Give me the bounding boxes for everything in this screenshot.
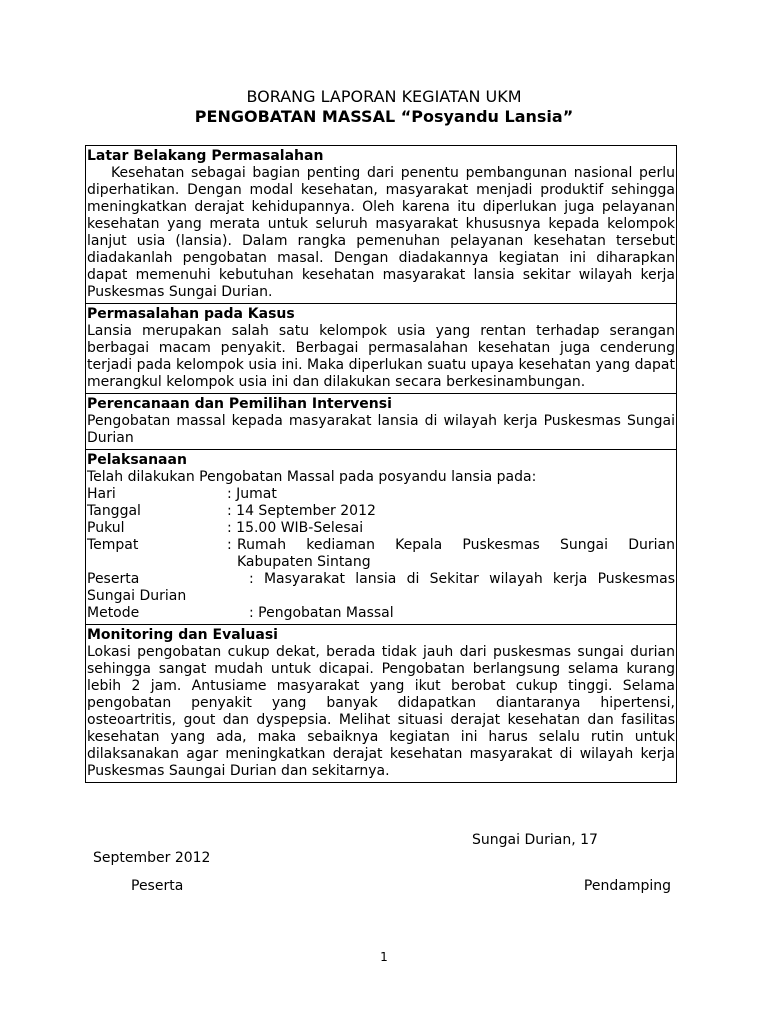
metode-value: : Pengobatan Massal [249,605,394,621]
pukul-row [87,520,675,537]
pelaksanaan-intro: Telah dilakukan Pengobatan Massal pada posyandu lansia pada: [87,469,537,485]
metode-label: Metode [87,605,140,621]
tempat-value: Rumah kediaman Kepala Puskesmas Sungai Durian Kabupaten Sintang [237,537,675,570]
section-text: Lansia merupakan salah satu kelompok usia yang rentan terhadap serangan berbagai macam penyakit. Berbagai permasalahan kesehatan juga cenderung terjadi pada kelompok usia ini. Maka diperlukan suatu upaya kesehatan yang dapat merangkul kelompok usia ini dan dilakukan secara berkesinambungan. [87,323,675,390]
section-latar-belakang [86,146,676,303]
peserta-value: : Masyarakat lansia di Sekitar wilayah kerja Puskesmas Sungai Durian [87,571,675,604]
section-heading: Pelaksanaan [87,452,187,468]
date-continuation: September 2012 [93,850,211,866]
section-text: Pengobatan massal kepada masyarakat lansia di wilayah kerja Puskesmas Sungai Durian [87,413,675,446]
hari-row [87,486,675,503]
tanggal-row [87,503,675,520]
hari-value: : Jumat [227,486,277,502]
signer-peserta: Peserta [131,878,184,894]
section-heading: Permasalahan pada Kasus [87,306,295,322]
tempat-colon: : [227,537,232,553]
hari-label: Hari [87,486,116,502]
metode-row [87,605,675,622]
report-table [85,145,677,783]
section-pelaksanaan [86,449,676,624]
tempat-label: Tempat [87,537,139,553]
document-title: BORANG LAPORAN KEGIATAN UKM [246,87,522,106]
pukul-value: : 15.00 WIB-Selesai [227,520,364,536]
signer-pendamping: Pendamping [583,878,671,894]
tanggal-label: Tanggal [87,503,141,519]
section-perencanaan [86,393,676,449]
page-number: 1 [380,950,388,964]
section-monitoring [86,624,676,782]
tempat-row [87,537,675,571]
section-heading: Perencanaan dan Pemilihan Intervensi [87,396,392,412]
section-permasalahan [86,303,676,393]
pukul-label: Pukul [87,520,125,536]
peserta-line [87,571,675,605]
section-heading: Latar Belakang Permasalahan [87,148,324,164]
section-heading: Monitoring dan Evaluasi [87,627,278,643]
peserta-label: Peserta [87,571,140,587]
place-date: Sungai Durian, 17 [472,832,598,848]
document-subtitle: PENGOBATAN MASSAL “Posyandu Lansia” [194,107,574,126]
tanggal-value: : 14 September 2012 [227,503,376,519]
peserta-row [87,571,675,605]
section-text: Lokasi pengobatan cukup dekat, berada tidak jauh dari puskesmas sungai durian sehingga sangat mudah untuk dicapai. Pengobatan berlangsung selama kurang lebih 2 jam. Antusiame masyarakat yang ikut berobat cukup tinggi. Selama pengobatan penyakit yang banyak didapatkan diantaranya hipertensi, osteoartritis, gout dan dyspepsia. Melihat situasi derajat kesehatan dan fasilitas kesehatan yang ada, maka sebaiknya kegiatan ini harus selalu rutin untuk dilaksanakan agar meningkatkan derajat kesehatan masyarakat di wilayah kerja Puskesmas Saungai Durian dan sekitarnya. [87,644,675,779]
section-text: Kesehatan sebagai bagian penting dari penentu pembangunan nasional perlu diperhatikan. Dengan modal kesehatan, masyarakat menjadi produktif sehingga meningkatkan derajat kehidupannya. Oleh karena itu diperlukan juga pelayanan kesehatan yang merata untuk seluruh masyarakat khususnya kepada kelompok lanjut usia (lansia). Dalam rangka pemenuhan pelayanan kesehatan tersebut diadakanlah pengobatan masal. Dengan diadakannya kegiatan ini diharapkan dapat memenuhi kebutuhan kesehatan masyarakat lansia sekitar wilayah kerja Puskesmas Sungai Durian. [87,165,675,300]
